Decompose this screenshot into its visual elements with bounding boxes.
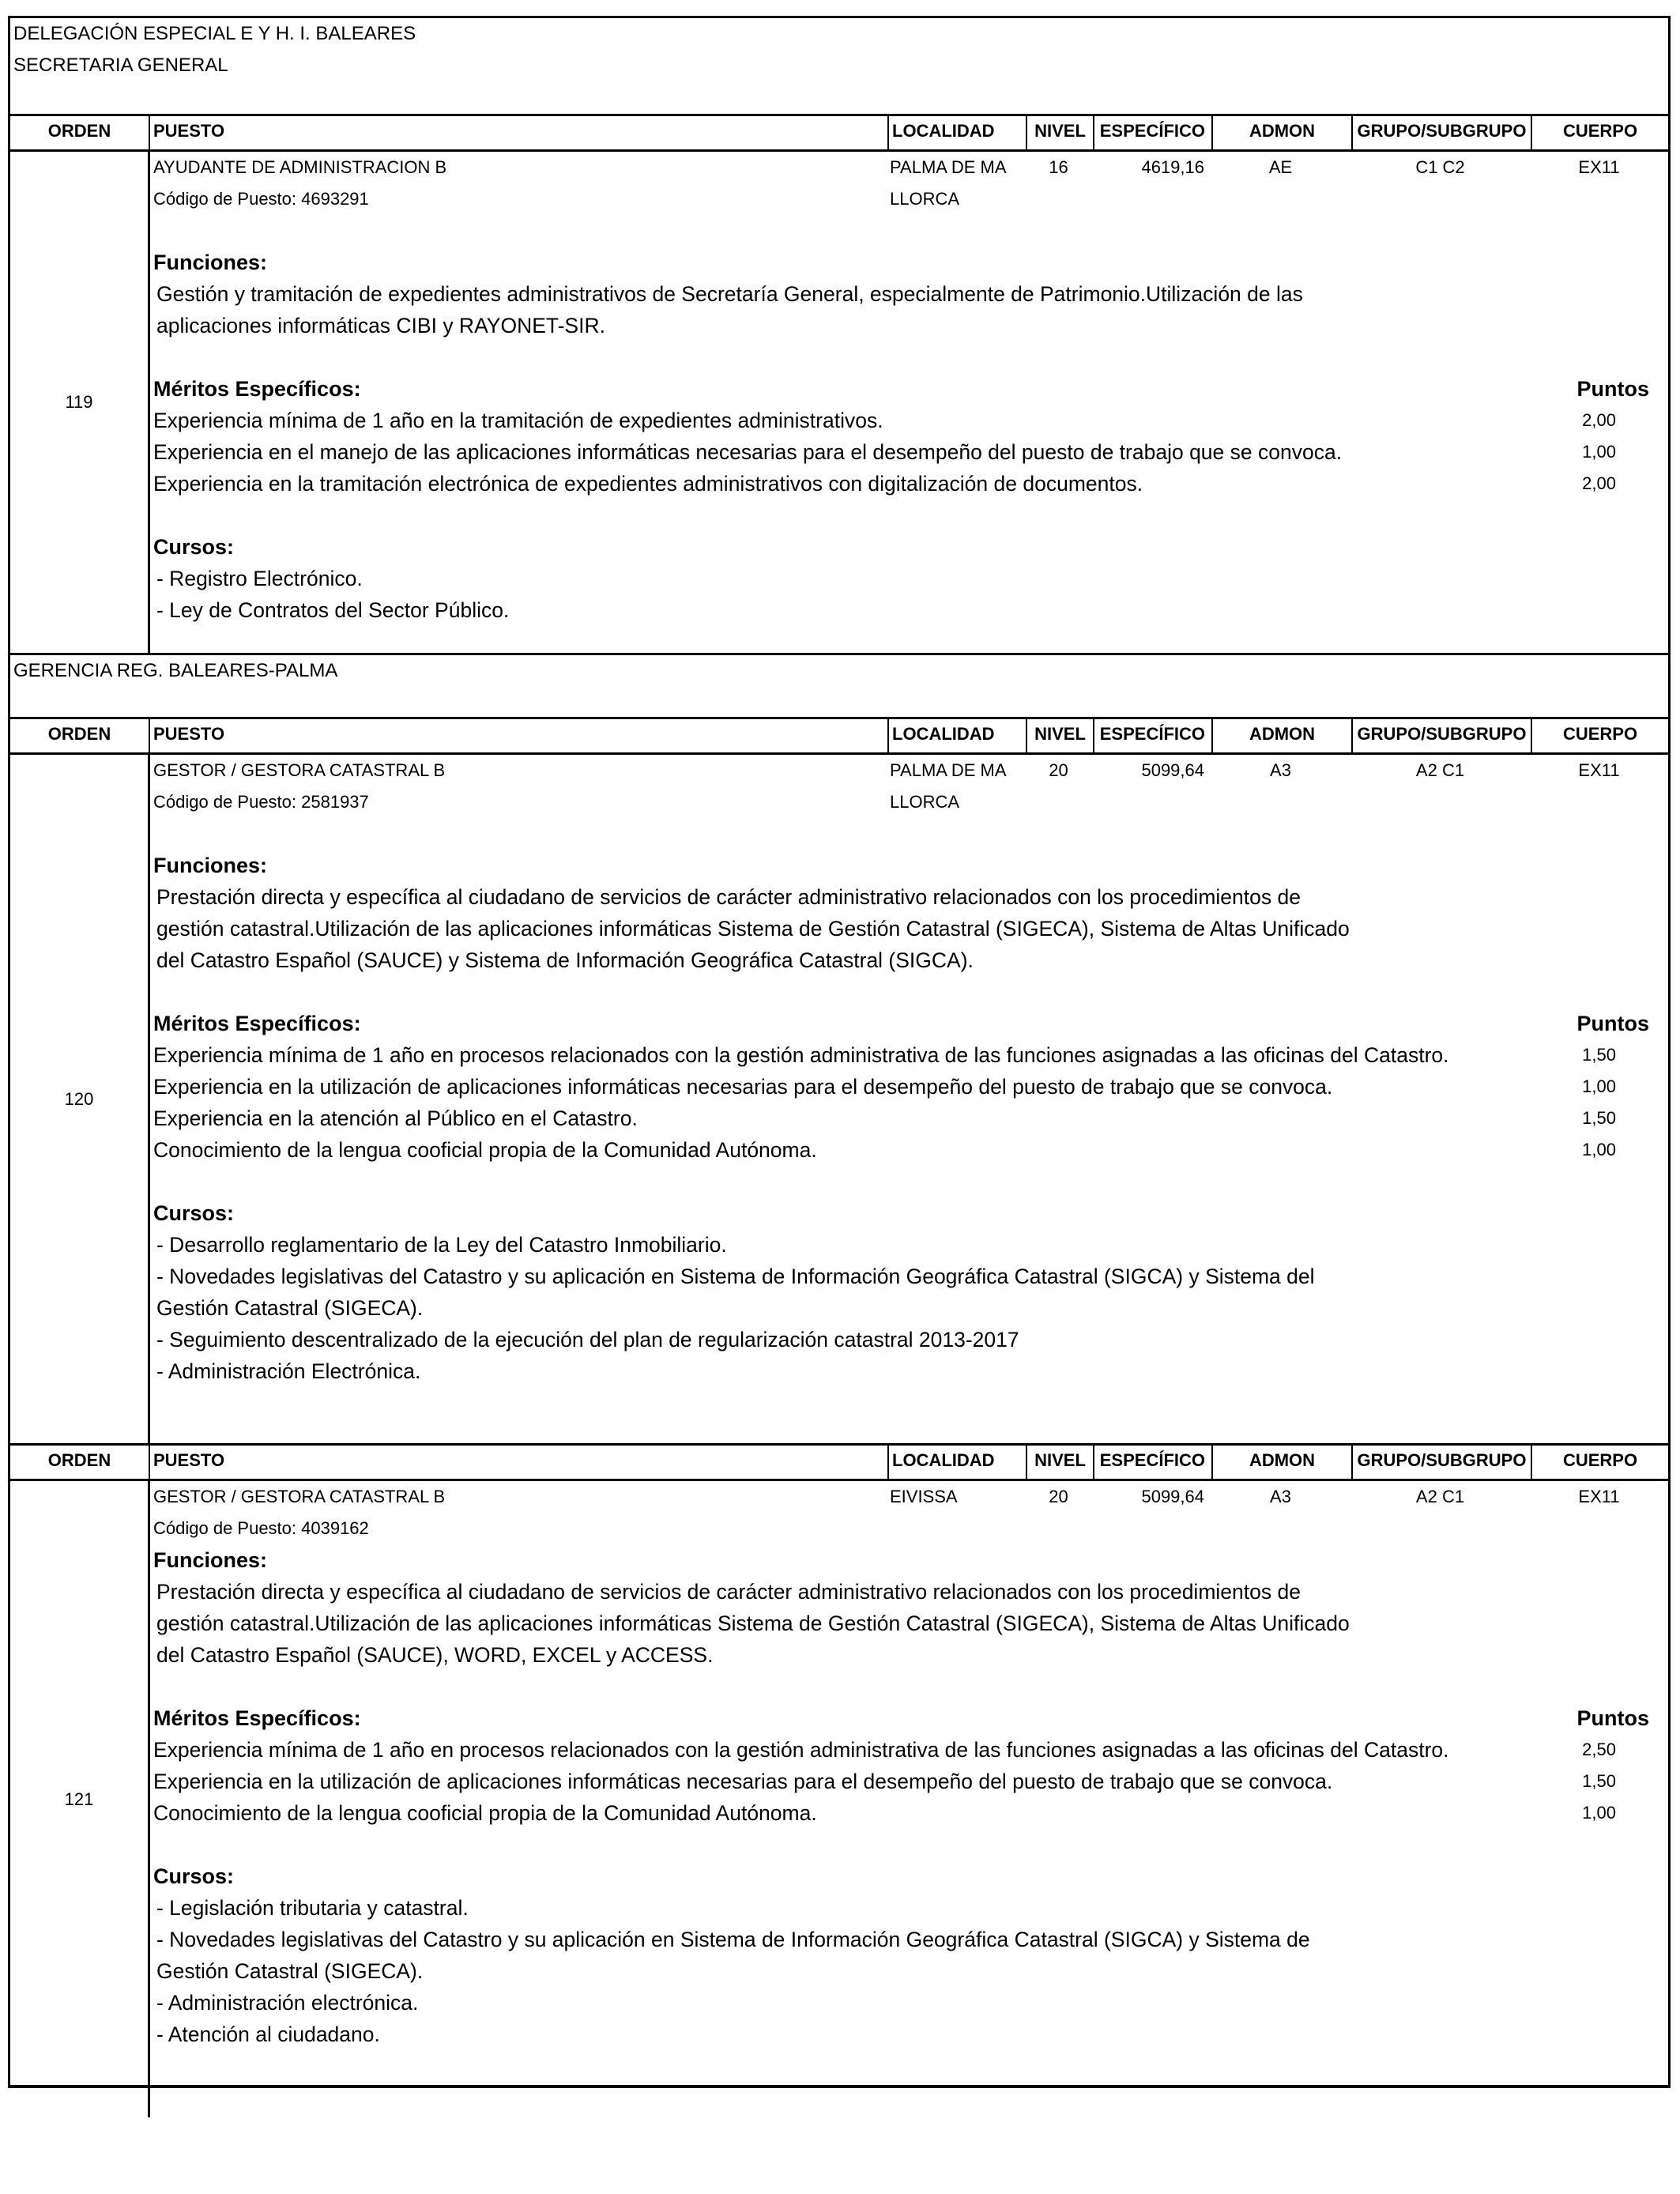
- funciones-line: del Catastro Español (SAUCE) y Sistema de Información Geográfica Catastral (SIGCA).: [156, 948, 974, 972]
- localidad-cont: LLORCA: [890, 189, 960, 209]
- col-nivel: NIVEL: [1027, 1446, 1094, 1479]
- puesto-title: GESTOR / GESTORA CATASTRAL B: [153, 1487, 446, 1506]
- col-orden: ORDEN: [10, 1446, 150, 1479]
- col-especifico: ESPECÍFICO: [1094, 719, 1213, 752]
- meritos-list: [150, 1039, 1668, 1166]
- merito-puntos: 1,00: [1582, 1076, 1616, 1096]
- localidad-cont: LLORCA: [890, 792, 960, 812]
- document-table: [8, 16, 1671, 2088]
- cursos-list: [150, 563, 1668, 626]
- col-nivel: NIVEL: [1027, 719, 1094, 752]
- meritos-label: Méritos Específicos:: [153, 1706, 361, 1730]
- cuerpo: EX11: [1578, 1487, 1620, 1506]
- funciones-text: [150, 278, 1668, 341]
- position-row: [10, 152, 1668, 655]
- merito-puntos: 2,00: [1582, 410, 1616, 430]
- curso-item: - Seguimiento descentralizado de la ejecución del plan de regularización catastral 2013-2017: [156, 1328, 1019, 1351]
- col-cuerpo: CUERPO: [1562, 121, 1638, 141]
- admon: A3: [1270, 760, 1291, 780]
- unit-header-1: [10, 18, 1668, 114]
- especifico: 4619,16: [1141, 157, 1204, 177]
- orden-number: 121: [10, 1481, 150, 2117]
- col-orden: ORDEN: [10, 719, 150, 752]
- curso-item: - Novedades legislativas del Catastro y su aplicación en Sistema de Información Geográfica Catastral (SIGCA) y Sistema de: [156, 1928, 1310, 1951]
- merito-text: Conocimiento de la lengua cooficial propia de la Comunidad Autónoma.: [153, 1138, 817, 1162]
- col-nivel: NIVEL: [1027, 116, 1094, 149]
- codigo-puesto: Código de Puesto: 4693291: [153, 189, 369, 209]
- col-localidad: LOCALIDAD: [889, 116, 1027, 149]
- codigo-puesto: Código de Puesto: 2581937: [153, 792, 369, 812]
- orden-number: 119: [10, 152, 150, 653]
- merito-item: [153, 436, 1668, 468]
- curso-item: - Administración Electrónica.: [156, 1359, 421, 1383]
- curso-item: - Novedades legislativas del Catastro y su aplicación en Sistema de Información Geográfica Catastral (SIGCA) y Sistema del: [156, 1265, 1315, 1288]
- meritos-list: [150, 1734, 1668, 1829]
- curso-item: - Administración electrónica.: [156, 1991, 419, 2015]
- funciones-line: Prestación directa y específica al ciudadano de servicios de carácter administrativo relacionados con los procedimientos de: [156, 885, 1301, 909]
- funciones-label: Funciones:: [153, 251, 268, 274]
- funciones-text: [150, 881, 1668, 976]
- merito-text: Experiencia mínima de 1 año en procesos relacionados con la gestión administrativa de las funciones asignadas a las oficinas del Catastro.: [153, 1043, 1449, 1067]
- localidad: PALMA DE MA: [890, 157, 1007, 177]
- puesto-title: GESTOR / GESTORA CATASTRAL B: [153, 760, 446, 780]
- position-summary: [150, 152, 1668, 183]
- column-header-row: [10, 1443, 1668, 1481]
- puntos-label: Puntos: [1576, 1012, 1649, 1035]
- merito-item: [153, 1797, 1668, 1829]
- merito-text: Conocimiento de la lengua cooficial propia de la Comunidad Autónoma.: [153, 1801, 817, 1825]
- col-admon: ADMON: [1213, 116, 1353, 149]
- col-orden: ORDEN: [10, 116, 150, 149]
- merito-text: Experiencia en la tramitación electrónica de expedientes administrativos con digitalización de documentos.: [153, 472, 1143, 496]
- position-row: [10, 755, 1668, 1443]
- merito-puntos: 2,00: [1582, 473, 1616, 493]
- meritos-label: Méritos Específicos:: [153, 377, 361, 401]
- localidad: EIVISSA: [890, 1487, 958, 1506]
- curso-item: - Desarrollo reglamentario de la Ley del Catastro Inmobiliario.: [156, 1233, 727, 1257]
- merito-puntos: 1,00: [1582, 1803, 1616, 1823]
- position-code-row: [150, 183, 1668, 215]
- column-header-row: [10, 114, 1668, 152]
- unit-header-2: [10, 655, 1668, 717]
- funciones-label: Funciones:: [153, 854, 268, 877]
- cuerpo: EX11: [1578, 760, 1620, 780]
- cursos-list: [150, 1892, 1668, 2050]
- funciones-line: gestión catastral.Utilización de las aplicaciones informáticas Sistema de Gestión Catastral (SIGECA), Sistema de Altas Unificado: [156, 917, 1350, 941]
- merito-puntos: 1,50: [1582, 1108, 1616, 1128]
- col-admon: ADMON: [1213, 719, 1353, 752]
- especifico: 5099,64: [1141, 1487, 1204, 1506]
- funciones-line: Prestación directa y específica al ciudadano de servicios de carácter administrativo relacionados con los procedimientos de: [156, 1580, 1301, 1604]
- funciones-line: gestión catastral.Utilización de las aplicaciones informáticas Sistema de Gestión Catastral (SIGECA), Sistema de Altas Unificado: [156, 1612, 1350, 1635]
- nivel: 20: [1049, 760, 1068, 780]
- curso-item: - Legislación tributaria y catastral.: [156, 1896, 469, 1920]
- grupo-subgrupo: A2 C1: [1415, 760, 1465, 780]
- curso-item: Gestión Catastral (SIGECA).: [156, 1296, 424, 1320]
- funciones-line: del Catastro Español (SAUCE), WORD, EXCEL y ACCESS.: [156, 1643, 714, 1667]
- merito-puntos: 1,50: [1582, 1771, 1616, 1791]
- merito-item: [153, 1071, 1668, 1103]
- col-cuerpo: CUERPO: [1562, 1450, 1638, 1470]
- cursos-label: Cursos:: [153, 1864, 235, 1888]
- merito-text: Experiencia mínima de 1 año en procesos relacionados con la gestión administrativa de las funciones asignadas a las oficinas del Catastro.: [153, 1738, 1449, 1762]
- codigo-puesto: Código de Puesto: 4039162: [153, 1518, 369, 1538]
- funciones-line: Gestión y tramitación de expedientes administrativos de Secretaría General, especialmente de Patrimonio.Utilización de las: [156, 282, 1303, 306]
- puntos-label: Puntos: [1576, 1706, 1649, 1730]
- position-summary: [150, 755, 1668, 786]
- localidad: PALMA DE MA: [890, 760, 1007, 780]
- position-row: [10, 1481, 1668, 2117]
- col-especifico: ESPECÍFICO: [1094, 1446, 1213, 1479]
- col-especifico: ESPECÍFICO: [1094, 116, 1213, 149]
- merito-item: [153, 468, 1668, 499]
- cuerpo: EX11: [1578, 157, 1620, 177]
- col-localidad: LOCALIDAD: [889, 1446, 1027, 1479]
- nivel: 20: [1049, 1487, 1068, 1506]
- curso-item: - Ley de Contratos del Sector Público.: [156, 598, 510, 622]
- curso-item: - Registro Electrónico.: [156, 567, 363, 590]
- col-admon: ADMON: [1213, 1446, 1353, 1479]
- col-cuerpo: CUERPO: [1562, 724, 1638, 744]
- position-summary: [150, 1481, 1668, 1513]
- especifico: 5099,64: [1141, 760, 1204, 780]
- position-code-row: [150, 786, 1668, 818]
- merito-item: [153, 1734, 1668, 1766]
- merito-puntos: 1,50: [1582, 1045, 1616, 1065]
- col-puesto: PUESTO: [150, 1446, 889, 1479]
- col-grupo: GRUPO/SUBGRUPO: [1353, 719, 1532, 752]
- funciones-label: Funciones:: [153, 1548, 268, 1572]
- merito-puntos: 1,00: [1582, 442, 1616, 462]
- puntos-label: Puntos: [1576, 377, 1649, 401]
- nivel: 16: [1049, 157, 1068, 177]
- unit-name: GERENCIA REG. BALEARES-PALMA: [13, 660, 338, 681]
- merito-puntos: 1,00: [1582, 1140, 1616, 1159]
- curso-item: - Atención al ciudadano.: [156, 2022, 380, 2046]
- funciones-line: aplicaciones informáticas CIBI y RAYONET-SIR.: [156, 314, 605, 337]
- position-code-row: [150, 1513, 1668, 1544]
- column-header-row: [10, 717, 1668, 755]
- merito-item: [153, 1103, 1668, 1134]
- cursos-label: Cursos:: [153, 535, 235, 559]
- meritos-header: [150, 1008, 1668, 1039]
- col-localidad: LOCALIDAD: [889, 719, 1027, 752]
- merito-text: Experiencia mínima de 1 año en la tramitación de expedientes administrativos.: [153, 409, 883, 432]
- meritos-list: [150, 405, 1668, 499]
- col-puesto: PUESTO: [150, 116, 889, 149]
- meritos-header: [150, 373, 1668, 405]
- col-grupo: GRUPO/SUBGRUPO: [1353, 1446, 1532, 1479]
- merito-item: [153, 405, 1668, 436]
- merito-text: Experiencia en la atención al Público en el Catastro.: [153, 1106, 638, 1130]
- merito-text: Experiencia en la utilización de aplicaciones informáticas necesarias para el desempeño del puesto de trabajo que se convoca.: [153, 1075, 1333, 1099]
- col-puesto: PUESTO: [150, 719, 889, 752]
- col-grupo: GRUPO/SUBGRUPO: [1353, 116, 1532, 149]
- meritos-header: [150, 1702, 1668, 1734]
- admon: A3: [1270, 1487, 1291, 1506]
- admon: AE: [1268, 157, 1293, 177]
- grupo-subgrupo: C1 C2: [1415, 157, 1465, 177]
- funciones-text: [150, 1576, 1668, 1671]
- merito-puntos: 2,50: [1582, 1740, 1616, 1759]
- curso-item: Gestión Catastral (SIGECA).: [156, 1959, 424, 1983]
- merito-item: [153, 1766, 1668, 1797]
- merito-text: Experiencia en la utilización de aplicaciones informáticas necesarias para el desempeño del puesto de trabajo que se convoca.: [153, 1770, 1333, 1793]
- merito-item: [153, 1134, 1668, 1166]
- meritos-label: Méritos Específicos:: [153, 1012, 361, 1035]
- cursos-label: Cursos:: [153, 1201, 235, 1225]
- unit-name: DELEGACIÓN ESPECIAL E Y H. I. BALEARES: [13, 23, 416, 44]
- grupo-subgrupo: A2 C1: [1415, 1487, 1465, 1506]
- orden-number: 120: [10, 755, 150, 1443]
- puesto-title: AYUDANTE DE ADMINISTRACION B: [153, 157, 447, 177]
- merito-item: [153, 1039, 1668, 1071]
- unit-subname: SECRETARIA GENERAL: [13, 55, 228, 76]
- merito-text: Experiencia en el manejo de las aplicaciones informáticas necesarias para el desempeño del puesto de trabajo que se convoca.: [153, 440, 1343, 464]
- cursos-list: [150, 1229, 1668, 1387]
